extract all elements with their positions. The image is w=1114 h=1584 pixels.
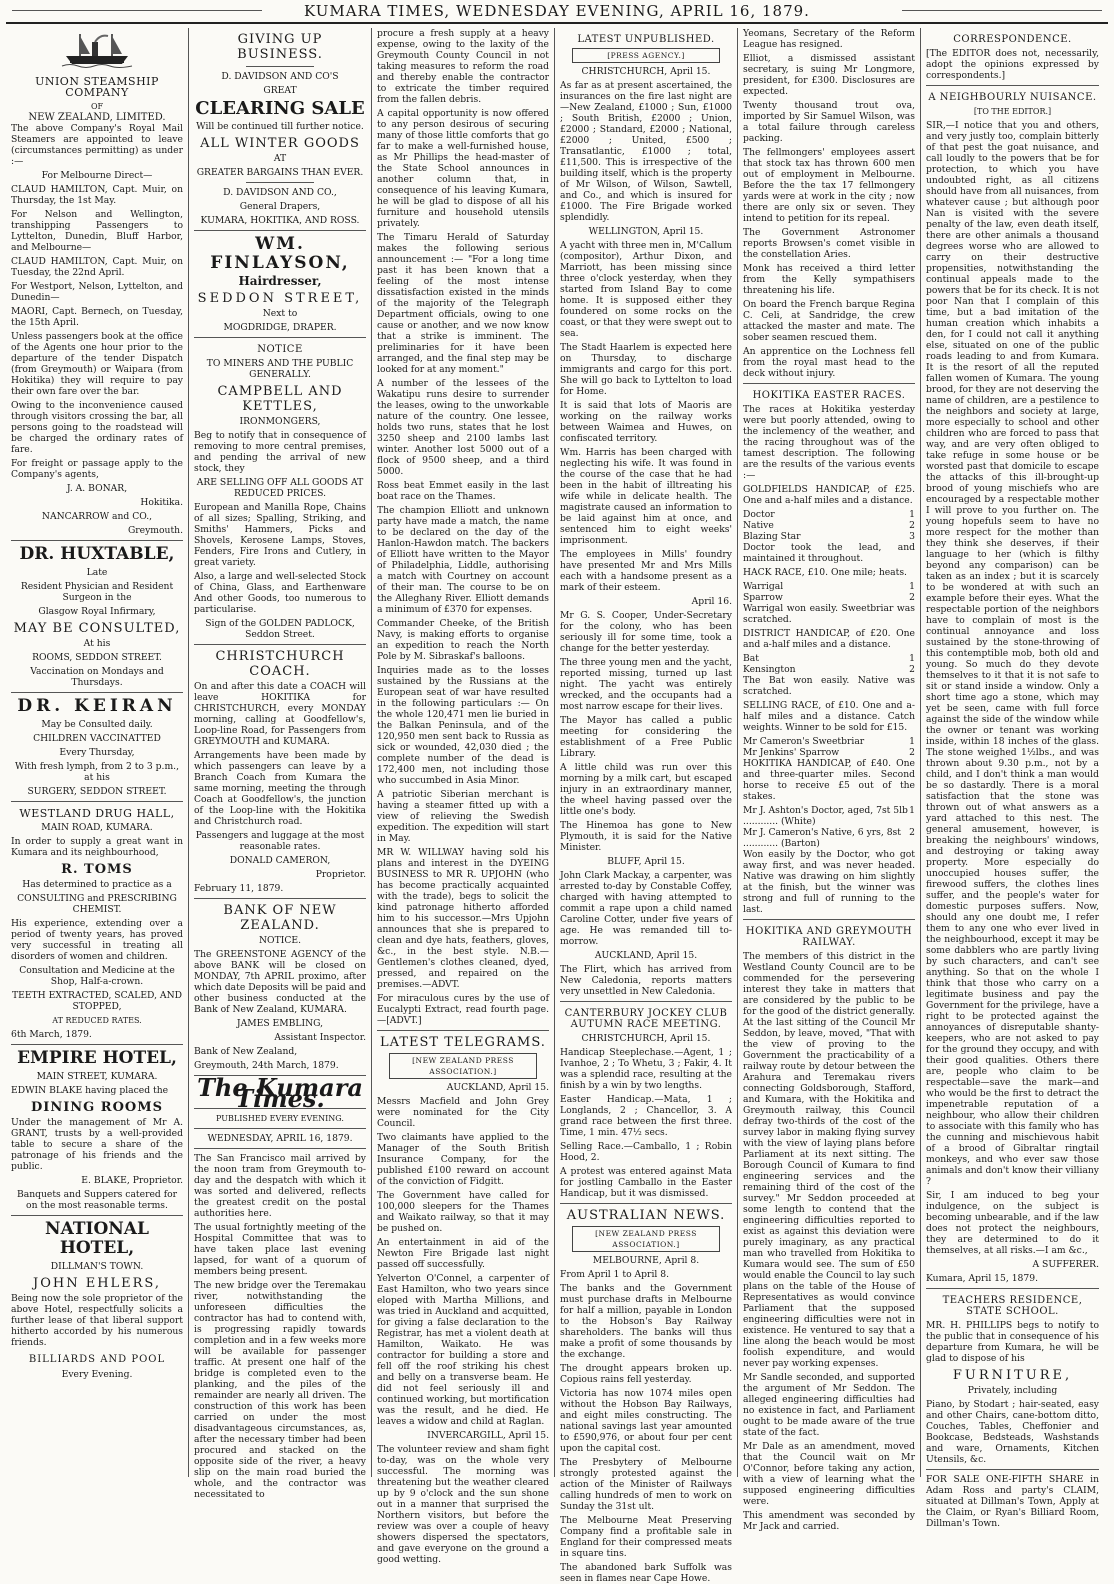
ship-p12: Hokitika.	[140, 497, 183, 508]
easter-races-p6: DISTRICT HANDICAP, of £20. One and a-half miles and a distance.	[743, 628, 915, 650]
unpublished-h1: CHRISTCHURCH, April 15.	[581, 66, 711, 77]
col3-p6: The champion Elliott and unknown party have made a match, the name to be declared on the day of the Hanlon-Hawdon match. The backers of Elliott have written to the Mayor of Philadelphia, Liddle, authorising a match with Courtney on account of their man. The course to be on the Alleghany River. Elliott demands a minimum of £370 for expenses.	[377, 505, 549, 615]
column-6	[921, 28, 1104, 1529]
australian-p3: The drought appears broken up. Copious rains fell yesterday.	[560, 1363, 732, 1385]
nuisance-p1: SIR,—I notice that you and others, and very justly too, complain bitterly of that pest the goat nuisance, and call loudly to the powers that be for protection, to which you have undoubted right, as all citizens should have from all nuisances, from whatever cause ; but although poor Nan is visited with the severe penalty of the law, even death itself, there are other animals a thousand degrees worse who are allowed to carry on their destructive propensities, notwithstanding the continual appeals made to the powers that be for its check. It is not poor Nan that I complain of this time, but a bad imitation of the human creation which inhabits a den, for I could not call it anything else, situated on one of the public roads leading to and from Kumara. It is the resort of all the reputed fallen women of Kumara. The young brood, for they are not deserving the name of children, are a pestilence to the neighbors and society at large, more especially to school and other children who are forced to pass that way, and are very often obliged to take refuge in some house or be worsted past that domicile to escape the attacks of this ill-brought-up brood of young mischiefs who are encouraged by a respectable mother I will prove to you further on. The young hopefuls seem to have no more respect for the mother than they think she deserves, if their language to her (which is filthy beyond any comparison) can be taken as an index ; but it is scarcely to be wondered at with such an example before their eyes. What the respectable portion of the neighbors have to complain of most is the continual annoyance and loss sustained by the stone-throwing of this contemptible mob, both old and young. So much do they devote themselves to it that it is not safe to sit or stand inside a window. Only a short time ago a stone, which may yet be seen, came with full force against the side of the window while the owner or tenant was working inside, within 18 inches of the glass. The stone weighed 1½lbs., and was thrown about 9.30 p.m., not by a child, and I don't think a man would be so dastardly. There is a moral satisfaction that the stone was thrown out of what answers as a yard attached to this nest. The general amusement, however, is breaking the neighbours' windows, and destroying or taking away property. More especially do unoccupied houses suffer, the firewood suffers, the clothes lines suffer, and the people's water for domestic purposes suffers. Now, should any one doubt me, I refer them to any one who ever lived in the neighbourhood, except it may be some dabblers who are partly living by such characters, and can't see anything. So that on the whole I think that those who carry on a legitimate business and pay the Government for the privilege, have a right to be protected against the annoyances of disreputable shanty-keepers, who are not asked to pay for the ground they occupy, and with their good qualities. Others there are, people who claim to be respectable—save the mark—and who would be the first to detract the impenetrable reputation of a neighbour, who allow their children to associate with this family who has the cunning and mischievous habit of a brood of Gibraltar ringtail monkeys, and who ever saw those animals and don't know their villiany ?	[926, 120, 1099, 1187]
jockey-club-p4: A protest was entered against Mata for jostling Camballo in the Easter Handicap, but it was dismissed.	[560, 1166, 732, 1199]
empire-p4: Under the management of Mr A. GRANT, trusts by a well-provided table to secure a share of the patronage of his friends and the public.	[11, 1117, 183, 1172]
campbell-title: CAMPBELL AND KETTLES,	[217, 384, 343, 414]
unpublished-p12: John Clark Mackay, a carpenter, was arrested to-day by Constable Coffey, charged with having attempted to commit a rape upon a child named Caroline Cotter, under five years of age. He was remanded till to-morrow.	[560, 870, 732, 947]
ship-nz: NEW ZEALAND, LIMITED.	[28, 112, 166, 123]
keiran-p3: Every Thursday,	[59, 747, 135, 758]
australian-p2: The banks and the Government must purchase drafts in Melbourne for half a million, payable in London to the Hobson's Bay Railway shareholders. The banks will thus make a profit of some thousands by the exchange.	[560, 1283, 732, 1360]
telegrams-p5: Yelverton O'Connel, a carpenter of East Hamilton, who two years since eloped with Martha Millions, and was tried in Auckland and acquitted, for giving a false declaration to the Registrar, has met a violent death at Hamilton, Waikato. He was contractor for building a store and fell off the roof striking his chest and belly on a transverse beam. He did not feel seriously ill and continued working, but mortification was the result, and he died. He leaves a widow and child at Raglan.	[377, 1273, 549, 1427]
ship-of: OF	[90, 102, 104, 111]
telegrams-bracket: [NEW ZEALAND PRESS ASSOCIATION.]	[389, 1053, 537, 1079]
railway-title: HOKITIKA AND GREYMOUTH RAILWAY.	[745, 926, 913, 948]
divider	[194, 1148, 366, 1149]
campbell-p6: Sign of the GOLDEN PADLOCK, Seddon Street.	[205, 618, 355, 640]
finlayson-p3: Next to	[262, 308, 298, 319]
huxtable-p1: Late	[86, 567, 108, 578]
keiran-title: DR. KEIRAN	[17, 696, 177, 716]
australian-h1: MELBOURNE, April 8.	[592, 1255, 700, 1266]
bank-p4: Assistant Inspector.	[274, 1032, 366, 1043]
race-place: 1	[909, 805, 915, 816]
finlayson-p2: SEDDON STREET,	[197, 291, 363, 306]
coach-title: CHRISTCHURCH COACH.	[215, 649, 345, 679]
col5-p8: An apprentice on the Lochness fell from the royal mast head to the deck without injury.	[743, 346, 915, 379]
campbell-p1: IRONMONGERS,	[239, 416, 321, 427]
race-horse: Native	[743, 520, 774, 531]
giving-up-title: GIVING UP BUSINESS.	[237, 32, 323, 62]
giving-up-p6: AT	[273, 153, 287, 164]
race-horse: Doctor	[743, 509, 775, 520]
masthead-rule-right	[902, 10, 1102, 11]
nuisance-to: [TO THE EDITOR.]	[973, 107, 1052, 116]
divider	[11, 692, 183, 693]
bank-p1: NOTICE.	[259, 935, 301, 946]
unpublished-p5: Wm. Harris has been charged with neglecting his wife. It was found in the course of the case that he had been in the habit of illtreating his wife while in delicate health. The magistrate caused an information to be laid against him at once, and sentenced him to eight weeks' imprisonment.	[560, 447, 732, 546]
drug-hall-p9: AT REDUCED RATES.	[52, 1016, 142, 1025]
coach-p5: Proprietor.	[315, 869, 366, 880]
keiran-p2: CHILDREN VACCINATTED	[33, 733, 161, 744]
correspondence-title: CORRESPONDENCE.	[953, 34, 1072, 45]
unpublished-h2: WELLINGTON, April 15.	[588, 226, 704, 237]
race-horse: Warrigal	[743, 581, 784, 592]
col5-p5: The Government Astronomer reports Browsen's comet visible in the constellation Aries.	[743, 227, 915, 260]
divider	[194, 644, 366, 645]
australian-p6: The Melbourne Meat Preserving Company find a profitable sale in England for their compressed meats in square tins.	[560, 1515, 732, 1559]
telegrams-p6: The volunteer review and sham fight to-day, was on the whole very successful. The morning was threatening but the weather cleared up by 9 o'clock and the sun shone out in a manner that surprised the Northern visitors, but before the review was over a couple of heavy showers dispersed the spectators, and gave everyone on the ground a good wetting.	[377, 1444, 549, 1565]
columns	[6, 28, 1108, 1584]
huxtable-p7: Vaccination on Mondays and Thursdays.	[30, 666, 164, 688]
telegrams-h1: AUCKLAND, April 15.	[446, 1082, 549, 1093]
race-result-row	[743, 827, 915, 849]
divider	[194, 337, 366, 338]
divider	[194, 1128, 366, 1129]
empire-p3: DINING ROOMS	[30, 1100, 164, 1115]
finlayson-p1: Hairdresser,	[238, 274, 322, 288]
divider	[560, 1001, 732, 1002]
race-place: 2	[909, 747, 915, 758]
coach-p1: On and after this date a COACH will leave HOKITIKA for CHRISTCHURCH, every MONDAY morning, calling at Goodfellow's, Loop-line Road, for Passengers from GREYMOUTH and KUMARA.	[194, 681, 366, 747]
railway-p1: The members of this district in the Westland County Council are to be commended for the persevering interest they take in matters that are considered by the public to be for the good of the district generally. At the last sitting of the Council Mr Seddon, by leave, moved, "That with the view of proving to the Government the practicability of a railway route by detour between the Arahura and Teremakau rivers connecting Goldsborough, Stafford, and Kumara, with the Hokitika and Greymouth railway, this Council defray two-thirds of the cost of the survey labor in making flying survey with the view of laying plans before Parliament at its next sitting. The Borough Council of Kumara to find engineering services and the remaining third of the cost of the survey." Mr Seddon proceeded at some length to contend that the engineering difficulties reported to exist as against this deviation were purely imaginary, as any practical man who travelled from Hokitika to Kumara would see. The sum of £50 would enable the Council to lay such plans on the table of the House of Representatives as would convince Parliament that the supposed engineering difficulties were not in existence. He ventured to say that a line along the beach would be most foolish expenditure, and would never pay working expenses.	[743, 951, 915, 1369]
race-result-row	[743, 509, 915, 520]
ship-p13: NANCARROW and CO.,	[41, 511, 153, 522]
teachers-p4: Piano, by Stodart ; hair-seated, easy and other Chairs, cane-bottom ditto, Couches, Tables, Cheffonier and Bookcase, Bedsteads, Washstands and ware, Ornaments, Kitchen Utensils, &c.	[926, 1399, 1099, 1465]
giving-up-p9: General Drapers,	[239, 201, 321, 212]
giving-up-p10: KUMARA, HOKITIKA, AND ROSS.	[200, 215, 360, 226]
unpublished-h3: April 16.	[691, 596, 732, 607]
giving-up-p1: D. DAVIDSON AND CO'S	[221, 71, 339, 82]
race-place: 2	[909, 520, 915, 531]
easter-races-p4: HACK RACE, £10. One mile; heats.	[743, 567, 907, 578]
giving-up-p5: ALL WINTER GOODS	[200, 136, 360, 151]
bank-p3: JAMES EMBLING,	[236, 1018, 324, 1029]
race-place: 2	[909, 827, 915, 838]
empire-p1: MAIN STREET, KUMARA.	[36, 1071, 158, 1082]
col5-p1: Yeomans, Secretary of the Reform League has resigned.	[743, 28, 915, 50]
divider	[377, 1030, 549, 1031]
ship-p5: CLAUD HAMILTON, Capt. Muir, on Tuesday, the 22nd April.	[11, 256, 183, 278]
campbell-p4: European and Manilla Rope, Chains of all sizes; Spalling, Striking, and Smiths' Hammers, Picks and Shovels, Kerosene Lamps, Stoves, Fenders, Fire Irons and Cutlery, in great variety.	[194, 502, 366, 568]
easter-races-p1: The races at Hokitika yesterday were but poorly attended, owing to the inclemency of the weather, and the racing throughout was of the tamest description. The following are the results of the various events :—	[743, 404, 915, 481]
unpublished-p1: As far as at present ascertained, the insurances on the fire last night are—New Zealand, £1000 ; Sun, £1000 ; South British, £2000 ; Union, £2000 ; Standard, £2000 ; National, £2000 ; United, £500 ; Transatlantic, £1000 ; total, £11,500. This is irrespective of the building itself, which is the property of Mr Wilson, of Wilson, Sawtell, and Co., and which is insured for £1000. The Fire Brigade worked splendidly.	[560, 80, 732, 223]
national-p4: BILLIARDS AND POOL	[28, 1354, 166, 1365]
railway-p4: This amendment was seconded by Mr Jack and carried.	[743, 1510, 915, 1532]
race-result-row	[743, 592, 915, 603]
drug-hall-p2: In order to supply a great want in Kumara and its neighbourhood,	[11, 836, 183, 858]
divider	[926, 1288, 1099, 1289]
easter-races-title: HOKITIKA EASTER RACES.	[752, 390, 906, 401]
divider	[11, 1044, 183, 1045]
easter-races-p7: The Bat won easily. Native was scratched.	[743, 675, 915, 697]
giving-up-p7: GREATER BARGAINS THAN EVER.	[196, 167, 364, 178]
keiran-p4: With fresh lymph, from 2 to 3 p.m., at his	[15, 761, 179, 783]
finlayson-p4: MOGDRIDGE, DRAPER.	[223, 322, 337, 333]
race-result-row	[743, 747, 915, 758]
column-3	[372, 28, 555, 1565]
unpublished-p2: A yacht with three men in, M'Callum (compositor), Arthur Dixon, and Marriott, has been missing since three o'clock yesterday, when they started from Island Bay to come home. It is supposed either they foundered on some rocks on the coast, or that they were swept out to sea.	[560, 240, 732, 339]
empire-p2: EDWIN BLAKE having placed the	[11, 1085, 169, 1096]
correspondence-note: [The EDITOR does not, necessarily, adopt the opinions expressed by correspondents.]	[926, 48, 1099, 81]
unpublished-p7: Mr G. S. Cooper, Under-Secretary for the colony, who has been seriously ill for some time, took a change for the better yesterday.	[560, 610, 732, 654]
unpublished-p11: The Hinemoa has gone to New Plymouth, it is said for the Native Minister.	[560, 820, 732, 853]
race-horse: Blazing Star	[743, 531, 801, 542]
unpublished-p6: The employees in Mills' foundry have presented Mr and Mrs Mills each with a handsome present as a mark of their esteem.	[560, 549, 732, 593]
easter-races-p10: Won easily by the Doctor, who got away first, and was never headed. Native was drawing on him slightly at the finish, but the winner was strong and full of running to the last.	[743, 849, 915, 915]
ship-p9: Owing to the inconvenience caused through visitors crossing the bar, all persons going to the roadstead will be charged the ordinary rates of fare.	[11, 400, 183, 455]
easter-races-p9: HOKITIKA HANDICAP, of £40. One and three-quarter miles. Second horse to receive £5 out of the stakes.	[743, 758, 915, 802]
col3-p10: MR W. WILLWAY having sold his plans and interest in the DYEING BUSINESS to MR R. UPJOHN (who has become practically acquainted with the trade), begs to solicit the kind patronage hitherto afforded him to his successor.—Mrs Upjohn announces that she is prepared to clean and dye hats, feathers, gloves, &c., in the best style. N.B.—Gentlemen's clothes cleaned, dyed, pressed, and repaired on the premises.—ADVT.	[377, 847, 549, 990]
for-sale-p1: FOR SALE ONE-FIFTH SHARE in Adam Ross and party's CLAIM, situated at Dillman's Town, Apply at the Claim, or Ryan's Billiard Room, Dillman's Town.	[926, 1474, 1099, 1529]
unpublished-p8: The three young men and the yacht, reported missing, turned up last night. The yacht was entirely wrecked, and the occupants had a most narrow escape for their lives.	[560, 657, 732, 712]
column-4	[555, 28, 738, 1584]
telegrams-title: LATEST TELEGRAMS.	[380, 1035, 546, 1050]
col5-p6: Monk has received a third letter from the Kelly sympathisers threatening his life.	[743, 263, 915, 296]
divider	[926, 85, 1099, 86]
ship-p14: Greymouth.	[127, 525, 183, 536]
race-horse: Bat	[743, 653, 759, 664]
col5-p2: Elliot, a dismissed assistant secretary, is suing Mr Longmore, president, for £300. Disclosures are expected.	[743, 53, 915, 97]
national-p5: Every Evening.	[61, 1369, 133, 1380]
drug-hall-p5: CONSULTING and PRESCRIBING CHEMIST.	[17, 893, 177, 915]
race-result-row	[743, 531, 915, 542]
nuisance-date: Kumara, April 15, 1879.	[926, 1273, 1039, 1284]
australian-p5: The Presbytery of Melbourne strongly protested against the action of the Minister of Railways calling hundreds of men to work on Sunday the 31st ult.	[560, 1457, 732, 1512]
kumara-times-p5: The new bridge over the Teremakau river, notwithstanding the unforeseen difficulties the contractor has had to contend with, is progressing rapidly towards completion and in a few weeks more will be available for passenger traffic. At present one half of the bridge is completed even to the planking, and the piles of the remainder are nearly all driven. The construction of this work has been carried on under the most disadvantageous circumstances, as, after the necessary timber had been procured and stacked on the opposite side of the river, a heavy slip on the main road buried the whole, and the contractor was necessitated to	[194, 1280, 366, 1500]
coach-p4: DONALD CAMERON,	[229, 855, 331, 866]
coach-p6: February 11, 1879.	[194, 883, 284, 894]
race-horse: Sparrow	[743, 592, 783, 603]
ship-p7: MAORI, Capt. Bernech, on Tuesday, the 15th April.	[11, 306, 183, 328]
divider	[246, 182, 315, 183]
column-1	[6, 28, 189, 1477]
ship-p2: For Melbourne Direct—	[41, 170, 153, 181]
coach-p3: Passengers and luggage at the most reasonable rates.	[195, 830, 365, 852]
col3-p5: Ross beat Emmet easily in the last boat race on the Thames.	[377, 480, 549, 502]
col3-p2: A capital opportunity is now offered to any person desirous of securing many of those little comforts that go far to make a well-furnished house, as Mr Phillips the head-master of the State School announces in another column that, in consequence of his leaving Kumara, he will be glad to dispose of all his furniture and household utensils privately.	[377, 108, 549, 229]
race-result-row	[743, 805, 915, 827]
race-result-row	[743, 736, 915, 747]
teachers-p1: MR. H. PHILLIPS begs to notify to the public that in consequence of his departure from Kumara, he will be glad to dispose of his	[926, 1320, 1099, 1364]
nuisance-signature: A SUFFERER.	[1032, 1259, 1099, 1270]
teachers-p2: FURNITURE,	[952, 1368, 1073, 1383]
divider	[194, 898, 366, 899]
divider	[11, 1215, 183, 1216]
drug-hall-title: WESTLAND DRUG HALL,	[19, 807, 175, 820]
race-place: 2	[909, 664, 915, 675]
divider	[743, 383, 915, 384]
bank-p6: Greymouth, 24th March, 1879.	[194, 1060, 339, 1071]
ship-p4: For Nelson and Wellington, transhipping Passengers to Lyttelton, Dunedin, Bluff Harbor, and Melbourne—	[11, 209, 183, 253]
drug-hall-p1: MAIN ROAD, KUMARA.	[41, 822, 153, 833]
unpublished-h4: BLUFF, April 15.	[607, 856, 685, 867]
national-p2: JOHN EHLERS,	[32, 1276, 162, 1291]
kumara-times-p2: WEDNESDAY, APRIL 16, 1879.	[207, 1133, 353, 1144]
ship-p10: For freight or passage apply to the Company's agents,	[11, 458, 183, 480]
huxtable-p3: Glasgow Royal Infirmary,	[38, 606, 156, 617]
keiran-p5: SURGERY, SEDDON STREET.	[27, 786, 167, 797]
column-2	[189, 28, 372, 1500]
unpublished-p10: A little child was run over this morning by a milk cart, but escaped injury in an extraordinary manner, the wheel having passed over the little one's body.	[560, 762, 732, 817]
finlayson-title: WM. FINLAYSON,	[210, 234, 350, 273]
nuisance-p2: Sir, I am induced to beg your indulgence, on the subject is becoming unbearable, and if the law does not protect the neighbours, they are determined to do it themselves, at all risks.—I am &c.,	[926, 1190, 1099, 1256]
campbell-p5: Also, a large and well-selected Stock of China, Glass, and Earthenware And other Goods, too numerous to particularise.	[194, 571, 366, 615]
australian-title: AUSTRALIAN NEWS.	[566, 1208, 726, 1223]
divider	[11, 540, 183, 541]
national-title: NATIONAL HOTEL,	[45, 1219, 149, 1258]
divider	[560, 1203, 732, 1204]
teachers-p3: Privately, including	[967, 1385, 1058, 1396]
col3-p1: procure a fresh supply at a heavy expense, owing to the laxity of the Greymouth County Council in not taking measures to reform the road and thereby enable the contractor to extricate the timber required from the fallen debris.	[377, 28, 549, 105]
easter-races-p8: SELLING RACE, of £10. One and a-half miles and a distance. Catch weights. Winner to be sold for £15.	[743, 700, 915, 733]
drug-hall-p10: 6th March, 1879.	[11, 1029, 92, 1040]
race-place: 1	[909, 581, 915, 592]
ship-p11: J. A. BONAR,	[66, 483, 128, 494]
telegrams-p1: Messrs Macfield and John Grey were nominated for the City Council.	[377, 1096, 549, 1129]
teachers-title: TEACHERS RESIDENCE, STATE SCHOOL.	[942, 1295, 1083, 1317]
bank-p2: The GREENSTONE AGENCY of the above BANK will be closed on MONDAY, 7th APRIL proximo, after which date Deposits will be paid and other business conducted at the Bank of New Zealand, KUMARA.	[194, 949, 366, 1015]
telegrams-h2: INVERCARGILL, April 15.	[427, 1430, 549, 1441]
ship-p1: The above Company's Royal Mail Steamers are appointed to leave (circumstances permitting) as under :—	[11, 123, 183, 167]
col5-p4: The fellmongers' employees assert that stock tax has thrown 600 men out of employment in Melbourne. Before the the tax 17 fellmongery yards were at work in the city ; now there are only six or seven. They intend to petition for its repeal.	[743, 147, 915, 224]
race-place: 1	[909, 653, 915, 664]
column-5	[738, 28, 921, 1532]
col3-p4: A number of the lessees of the Wakatipu runs desire to surrender the leases, owing to the unworkable nature of the country. One lessee, holds two runs, states that he lost 3250 sheep and 2100 lambs last winter. Another lost 5000 out of a flock of 9500 sheep, and a third 5000.	[377, 378, 549, 477]
kumara-times-p1: PUBLISHED EVERY EVENING.	[216, 1114, 344, 1123]
divider	[11, 801, 183, 802]
jockey-club-p2: Easter Handicap.—Mata, 1 ; Longlands, 2 ; Chancellor, 3. A grand race between the first three. Time, 1 min. 47½ secs.	[560, 1094, 732, 1138]
masthead-title: KUMARA TIMES, WEDNESDAY EVENING, APRIL 16, 1879.	[304, 2, 810, 20]
race-place: 2	[909, 592, 915, 603]
col5-p3: Twenty thousand trout ova, imported by Sir Samuel Wilson, was a total failure through careless packing.	[743, 100, 915, 144]
race-result-row	[743, 581, 915, 592]
race-horse: Mr J. Cameron's Native, 6 yrs, 8st ............ (Barton)	[743, 827, 901, 849]
unpublished-p3: The Stadt Haarlem is expected here on Thursday, to discharge immigrants and cargo for this port. She will go back to Lyttelton to load for Home.	[560, 342, 732, 397]
huxtable-title: DR. HUXTABLE,	[19, 544, 175, 564]
easter-races-p5: Warrigal won easily. Sweetbriar was scratched.	[743, 603, 915, 625]
kumara-times-p3: The San Francisco mail arrived by the noon tram from Greymouth to-day and the despatch with which it was sorted and delivered, reflects the greatest credit on the postal authorities here.	[194, 1153, 366, 1219]
huxtable-p5: At his	[83, 638, 111, 649]
australian-p1: From April 1 to April 8.	[560, 1269, 670, 1280]
ship-p3: CLAUD HAMILTON, Capt. Muir, on Thursday, the 1st May.	[11, 184, 183, 206]
empire-title: EMPIRE HOTEL,	[17, 1048, 177, 1068]
col5-p7: On board the French barque Regina C. Celi, at Sandridge, the crew attacked the master and mate. The sober seamen rescued them.	[743, 299, 915, 343]
nuisance-title: A NEIGHBOURLY NUISANCE.	[928, 92, 1097, 103]
jockey-club-p3: Selling Race.—Camballo, 1 ; Robin Hood, 2.	[560, 1141, 732, 1163]
giving-up-p2: GREAT	[263, 85, 297, 96]
drug-hall-p4: Has determined to practice as a	[22, 879, 172, 890]
race-place: 1	[909, 736, 915, 747]
telegrams-p2: Two claimants have applied to the Manager of the South British Insurance Company, for the published £100 reward on account of the conviction of Fidgitt.	[377, 1132, 549, 1187]
kumara-times-title: The Kumara Times.	[197, 1073, 363, 1113]
jockey-club-title: CANTERBURY JOCKEY CLUB AUTUMN RACE MEETING.	[564, 1008, 728, 1030]
giving-up-p4: Will be continued till further notice.	[196, 121, 364, 132]
national-p3: Being now the sole proprietor of the above Hotel, respectfully solicits a further lease of that liberal support hitherto accorded by his numerous friends.	[11, 1293, 183, 1348]
unpublished-p4: It is said that lots of Maoris are working on the railway works between Waimea and Huwes, on confiscated territory.	[560, 400, 732, 444]
bank-p5: Bank of New Zealand,	[194, 1046, 298, 1057]
australian-bracket: [NEW ZEALAND PRESS ASSOCIATION.]	[572, 1226, 720, 1252]
race-horse: Kensington	[743, 664, 796, 675]
easter-races-p2: GOLDFIELDS HANDICAP, of £25. One and a-half miles and a distance.	[743, 484, 915, 506]
empire-p6: Banquets and Suppers catered for on the most reasonable terms.	[16, 1189, 178, 1211]
divider	[743, 919, 915, 920]
empire-p5: E. BLAKE, Proprietor.	[81, 1175, 183, 1186]
unpublished-p9: The Mayor has called a public meeting for considering the establishment of a Free Public Library.	[560, 715, 732, 759]
ship-title: UNION STEAMSHIP COMPANY	[35, 75, 159, 99]
coach-p2: Arrangements have been made by which passengers can leave by a Branch Coach from Kumara the same morning, meeting the through Coach at Goodfellow's, the junction of the Loop-line with the Hokitika and Christchurch road.	[194, 750, 366, 827]
col3-p11: For miraculous cures by the use of Eucalypti Extract, read fourth page.—[ADVT.]	[377, 993, 549, 1026]
unpublished-h5: AUCKLAND, April 15.	[594, 950, 698, 961]
national-p1: DILLMAN'S TOWN.	[50, 1261, 144, 1272]
race-place: 3	[909, 531, 915, 542]
jockey-club-h1: CHRISTCHURCH, April 15.	[581, 1033, 711, 1044]
huxtable-p4: MAY BE CONSULTED,	[13, 621, 181, 636]
masthead	[6, 0, 1108, 24]
divider	[246, 66, 315, 67]
unpublished-p13: The Flirt, which has arrived from New Caledonia, reports matters very unsettled in New Caledonia.	[560, 964, 732, 997]
australian-p4: Victoria has now 1074 miles open without the Hobson Bay Railways, and eight miles constructing. The national savings last year amounted to £590,976, or about four per cent upon the capital cost.	[560, 1388, 732, 1454]
campbell-p3: ARE SELLING OFF ALL GOODS AT REDUCED PRICES.	[196, 477, 364, 499]
huxtable-p6: ROOMS, SEDDON STREET.	[32, 652, 162, 663]
kumara-times-p4: The usual fortnightly meeting of the Hospital Committee that was to have taken place last evening lapsed, for want of a quorum of members being present.	[194, 1222, 366, 1277]
col3-p3: The Timaru Herald of Saturday makes the following serious announcement :— "For a long time past it has been known that a feeling of the most intense dissatisfaction existed in the minds of the majority of the Telegraph Department officials, owing to one cause or another, and we now know that a strike is imminent. The preliminaries for it have been arranged, and the final step may be looked for at any moment."	[377, 232, 549, 375]
notice-p1: TO MINERS AND THE PUBLIC GENERALLY.	[206, 358, 354, 380]
telegrams-p4: An entertainment in aid of the Newton Fire Brigade last night passed off successfully.	[377, 1237, 549, 1270]
race-result-row	[743, 664, 915, 675]
race-horse: Mr J. Ashton's Doctor, aged, 7st 5lb ............ (White)	[743, 805, 908, 827]
col3-p8: Inquiries made as to the losses sustained by the Russians at the European seat of war have resulted in the following particulars :— On the whole 120,471 men lie buried in the Balkan Peninsula, and of the 120,950 men sent back to Russia as sick or wounded, 42,030 died ; the complete number of the dead is 172,400 men, not including those who succumbed in Asia Minor.	[377, 665, 549, 786]
col3-p7: Commander Cheeke, of the British Navy, is making efforts to organise an expedition to reach the North Pole by M. Sibraskaf's balloons.	[377, 618, 549, 662]
ship-p8: Unless passengers book at the office of the Agents one hour prior to the departure of the tender Dispatch (from Greymouth) or Waipara (from Hokitika) they will require to pay their own fare over the bar.	[11, 331, 183, 397]
giving-up-p3: CLEARING SALE	[195, 98, 365, 119]
race-result-row	[743, 520, 915, 531]
ship-p6: For Westport, Nelson, Lyttelton, and Dunedin—	[11, 281, 183, 303]
unpublished-bracket: [PRESS AGENCY.]	[572, 48, 720, 63]
race-place: 1	[909, 509, 915, 520]
australian-p7: The abandoned bark Suffolk was seen in flames near Cape Howe.	[560, 1562, 732, 1584]
railway-p2: Mr Sandle seconded, and supported the argument of Mr Seddon. The alleged engineering difficulties had no existence in fact, and Parliament ought to be made aware of the true state of the fact.	[743, 1372, 915, 1438]
race-result-row	[743, 653, 915, 664]
huxtable-p2: Resident Physician and Resident Surgeon in the	[20, 581, 174, 603]
divider	[194, 230, 366, 231]
giving-up-p8: D. DAVIDSON AND CO.,	[223, 187, 337, 198]
col3-p9: A patriotic Siberian merchant is having a steamer fitted up with a view of relieving the Swedish expedition. The expedition will start in May.	[377, 789, 549, 844]
drug-hall-p7: Consultation and Medicine at the Shop, Half-a-crown.	[19, 965, 175, 987]
masthead-rule-left	[12, 10, 262, 11]
drug-hall-p3: R. TOMS	[61, 862, 133, 877]
drug-hall-p6: His experience, extending over a period of twenty years, has proved very successful in treating all disorders of women and children.	[11, 918, 183, 962]
divider	[926, 1469, 1099, 1470]
notice-title: NOTICE	[257, 344, 303, 355]
jockey-club-p1: Handicap Steeplechase.—Agent, 1 ; Ivanhoe, 2 ; To Whetu, 3 ; Fakir, 4. It was a splendid race, resulting at the finish by a win by two lengths.	[560, 1047, 732, 1091]
campbell-p2: Beg to notify that in consequence of removing to more central premises, and pending the arrival of new stock, they	[194, 430, 366, 474]
unpublished-title: LATEST UNPUBLISHED.	[577, 34, 715, 45]
race-horse: Mr Jenkins' Sparrow	[743, 747, 840, 758]
easter-races-p3: Doctor took the lead, and maintained it throughout.	[743, 542, 915, 564]
bank-title: BANK OF NEW ZEALAND.	[223, 903, 337, 933]
race-horse: Mr Cameron's Sweetbriar	[743, 736, 865, 747]
steamship-icon	[62, 30, 132, 70]
drug-hall-p8: TEETH EXTRACTED, SCALED, AND STOPPED,	[12, 990, 182, 1012]
telegrams-p3: The Government have called for 100,000 sleepers for the Thames and Waikato railway, so that it may be pushed on.	[377, 1190, 549, 1234]
keiran-p1: May be Consulted daily.	[41, 719, 153, 730]
railway-p3: Mr Dale as an amendment, moved that the Council wait on Mr O'Connor, before taking any action, with a view of learning what the supposed engineering difficulties were.	[743, 1441, 915, 1507]
